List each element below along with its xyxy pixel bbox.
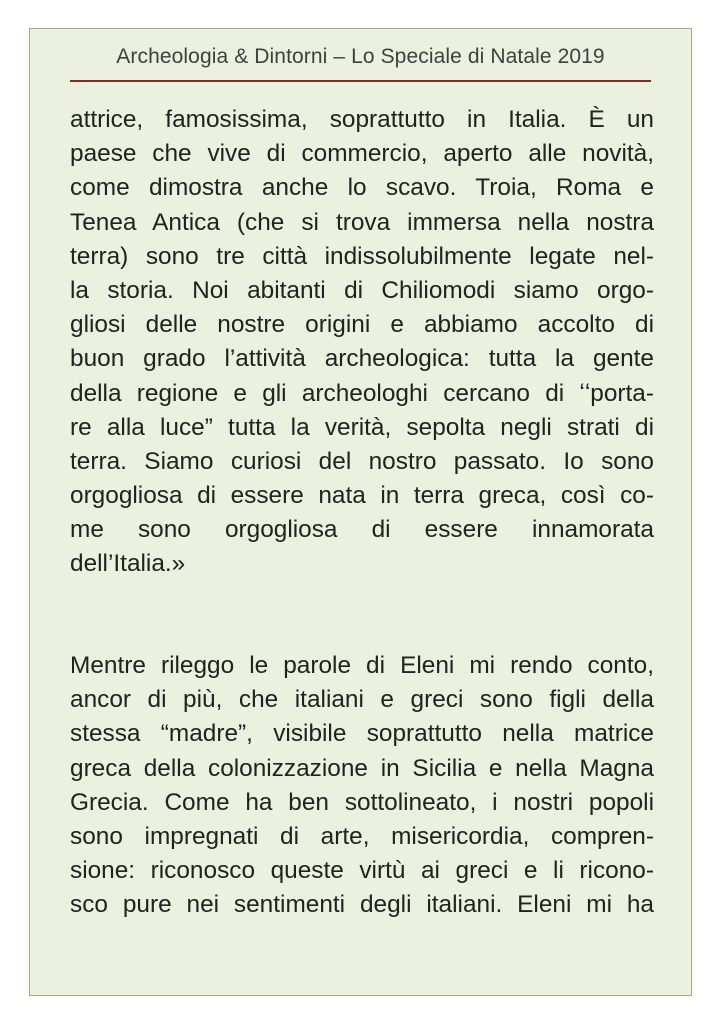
- header-rule: [70, 80, 651, 82]
- text-line: paese che vive di commercio, aperto alle novità,: [70, 140, 654, 168]
- text-line: gliosi delle nostre origini e abbiamo accolto di: [70, 311, 654, 339]
- text-line: buon grado l’attività archeologica: tutta la gente: [70, 345, 654, 373]
- text-line: attrice, famosissima, soprattutto in Italia. È un: [70, 106, 654, 133]
- text-line: stessa “madre”, visibile soprattutto nella matrice: [70, 720, 654, 748]
- text-line: sco pure nei sentimenti degli italiani. Eleni mi ha: [70, 891, 654, 919]
- paragraph-1: [70, 103, 654, 582]
- paragraph-2: [70, 649, 654, 923]
- text-line: terra. Siamo curiosi del nostro passato. Io sono: [70, 447, 654, 475]
- text-line: re alla luce” tutta la verità, sepolta negli strati di: [70, 413, 654, 441]
- text-line: Grecia. Come ha ben sottolineato, i nostri popoli: [70, 788, 654, 816]
- text-line: ancor di più, che italiani e greci sono figli della: [70, 686, 654, 714]
- text-line: greca della colonizzazione in Sicilia e nella Magna: [70, 754, 654, 782]
- running-header: Archeologia & Dintorni – Lo Speciale di Natale 2019: [116, 45, 605, 68]
- text-line: Tenea Antica (che si trova immersa nella nostra: [70, 208, 654, 236]
- text-line: sono impregnati di arte, misericordia, compren-: [70, 822, 654, 850]
- text-line: della regione e gli archeologhi cercano di ʻʻporta-: [70, 379, 654, 407]
- text-line: la storia. Noi abitanti di Chiliomodi siamo orgo-: [70, 276, 654, 304]
- text-line: come dimostra anche lo scavo. Troia, Roma e: [70, 174, 654, 202]
- text-line: orgogliosa di essere nata in terra greca, così co-: [70, 482, 654, 510]
- page-frame: [29, 28, 692, 996]
- text-line: me sono orgogliosa di essere innamorata: [70, 516, 654, 544]
- text-line: Mentre rileggo le parole di Eleni mi rendo conto,: [70, 652, 654, 679]
- text-line: sione: riconosco queste virtù ai greci e li ricono-: [70, 857, 654, 885]
- text-line: terra) sono tre città indissolubilmente legate nel-: [70, 242, 654, 270]
- text-line: dell’Italia.»: [70, 550, 186, 578]
